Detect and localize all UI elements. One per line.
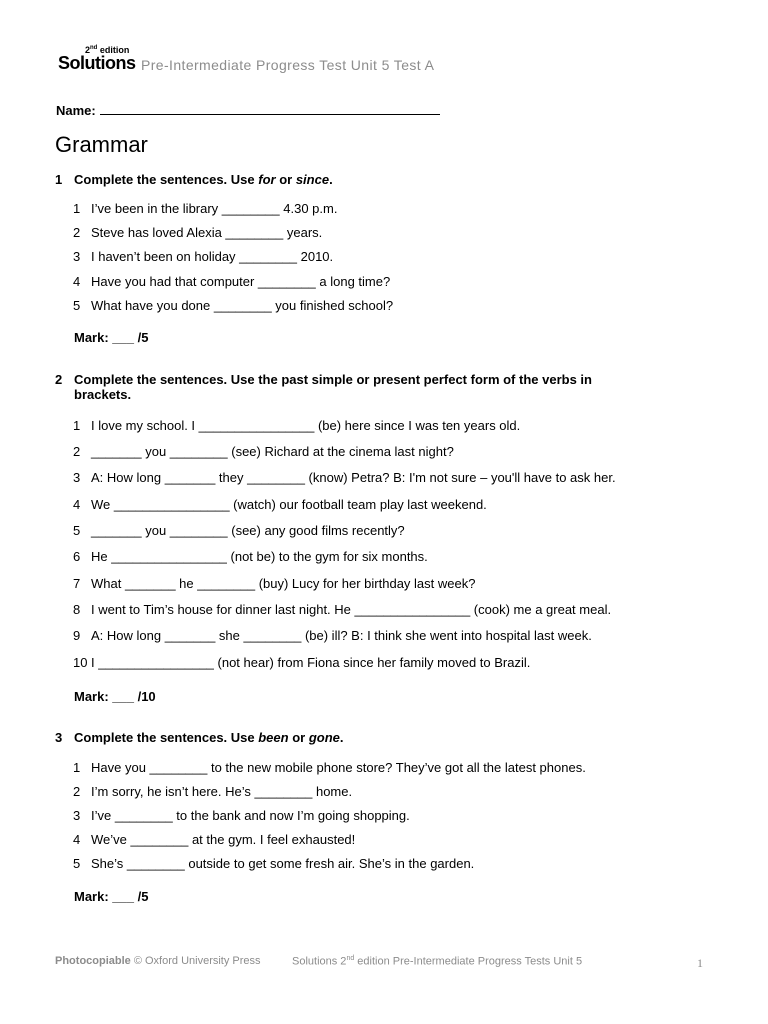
list-item: 6 He ________________ (not be) to the gym for six months. (73, 549, 428, 564)
list-item: 5 _______ you ________ (see) any good films recently? (73, 523, 405, 538)
mark-line: Mark: ___ /5 (74, 330, 149, 345)
footer-series: Solutions 2nd edition Pre-Intermediate Progress Tests Unit 5 (292, 955, 583, 968)
name-blank-line[interactable] (100, 102, 440, 115)
question-1-instruction: Complete the sentences. Use for or since. (74, 172, 333, 187)
question-1-number: 1 (55, 172, 63, 187)
list-item: 4 We ________________ (watch) our football team play last weekend. (73, 497, 487, 512)
list-item: 2 _______ you ________ (see) Richard at the cinema last night? (73, 444, 454, 459)
list-item: 10 I ________________ (not hear) from Fiona since her family moved to Brazil. (73, 655, 531, 670)
list-item: 1 Have you ________ to the new mobile phone store? They’ve got all the latest phones. (73, 760, 586, 775)
list-item: 7 What _______ he ________ (buy) Lucy for her birthday last week? (73, 576, 476, 591)
mark-line: Mark: ___ /10 (74, 689, 156, 704)
page-header-title: Pre-Intermediate Progress Test Unit 5 Test A (141, 57, 435, 73)
name-field-row (56, 102, 440, 118)
page-number: 1 (697, 956, 703, 970)
question-2-number: 2 (55, 372, 63, 387)
list-item: 3 I’ve ________ to the bank and now I’m going shopping. (73, 808, 410, 823)
list-item: 9 A: How long _______ she ________ (be) ill? B: I think she went into hospital last week. (73, 628, 592, 643)
list-item: 4 We’ve ________ at the gym. I feel exhausted! (73, 832, 356, 847)
question-2-instruction: Complete the sentences. Use the past simple or present perfect form of the verbs in brackets. (74, 372, 592, 402)
list-item: 3 A: How long _______ they ________ (know) Petra? B: I'm not sure – you'll have to ask her. (73, 470, 616, 485)
list-item: 2 I’m sorry, he isn’t here. He’s ________ home. (73, 784, 353, 799)
section-title: Grammar (55, 132, 148, 157)
list-item: 3 I haven’t been on holiday ________ 2010. (73, 249, 334, 264)
list-item: 4 Have you had that computer ________ a long time? (73, 274, 391, 289)
list-item: 5 She’s ________ outside to get some fresh air. She’s in the garden. (73, 856, 475, 871)
mark-line: Mark: ___ /5 (74, 889, 149, 904)
list-item: 5 What have you done ________ you finished school? (73, 298, 394, 313)
solutions-logo: Solutions (58, 53, 136, 73)
name-label: Name: (56, 103, 96, 118)
list-item: 1 I love my school. I ________________ (be) here since I was ten years old. (73, 418, 521, 433)
list-item: 1 I’ve been in the library ________ 4.30 p.m. (73, 201, 338, 216)
question-3-instruction: Complete the sentences. Use been or gone. (74, 730, 344, 745)
list-item: 8 I went to Tim’s house for dinner last night. He ________________ (cook) me a great meal. (73, 602, 612, 617)
question-3-number: 3 (55, 730, 63, 745)
list-item: 2 Steve has loved Alexia ________ years. (73, 225, 323, 240)
footer-copyright: Photocopiable © Oxford University Press (55, 955, 261, 967)
edition-label: 2nd edition (85, 45, 130, 55)
